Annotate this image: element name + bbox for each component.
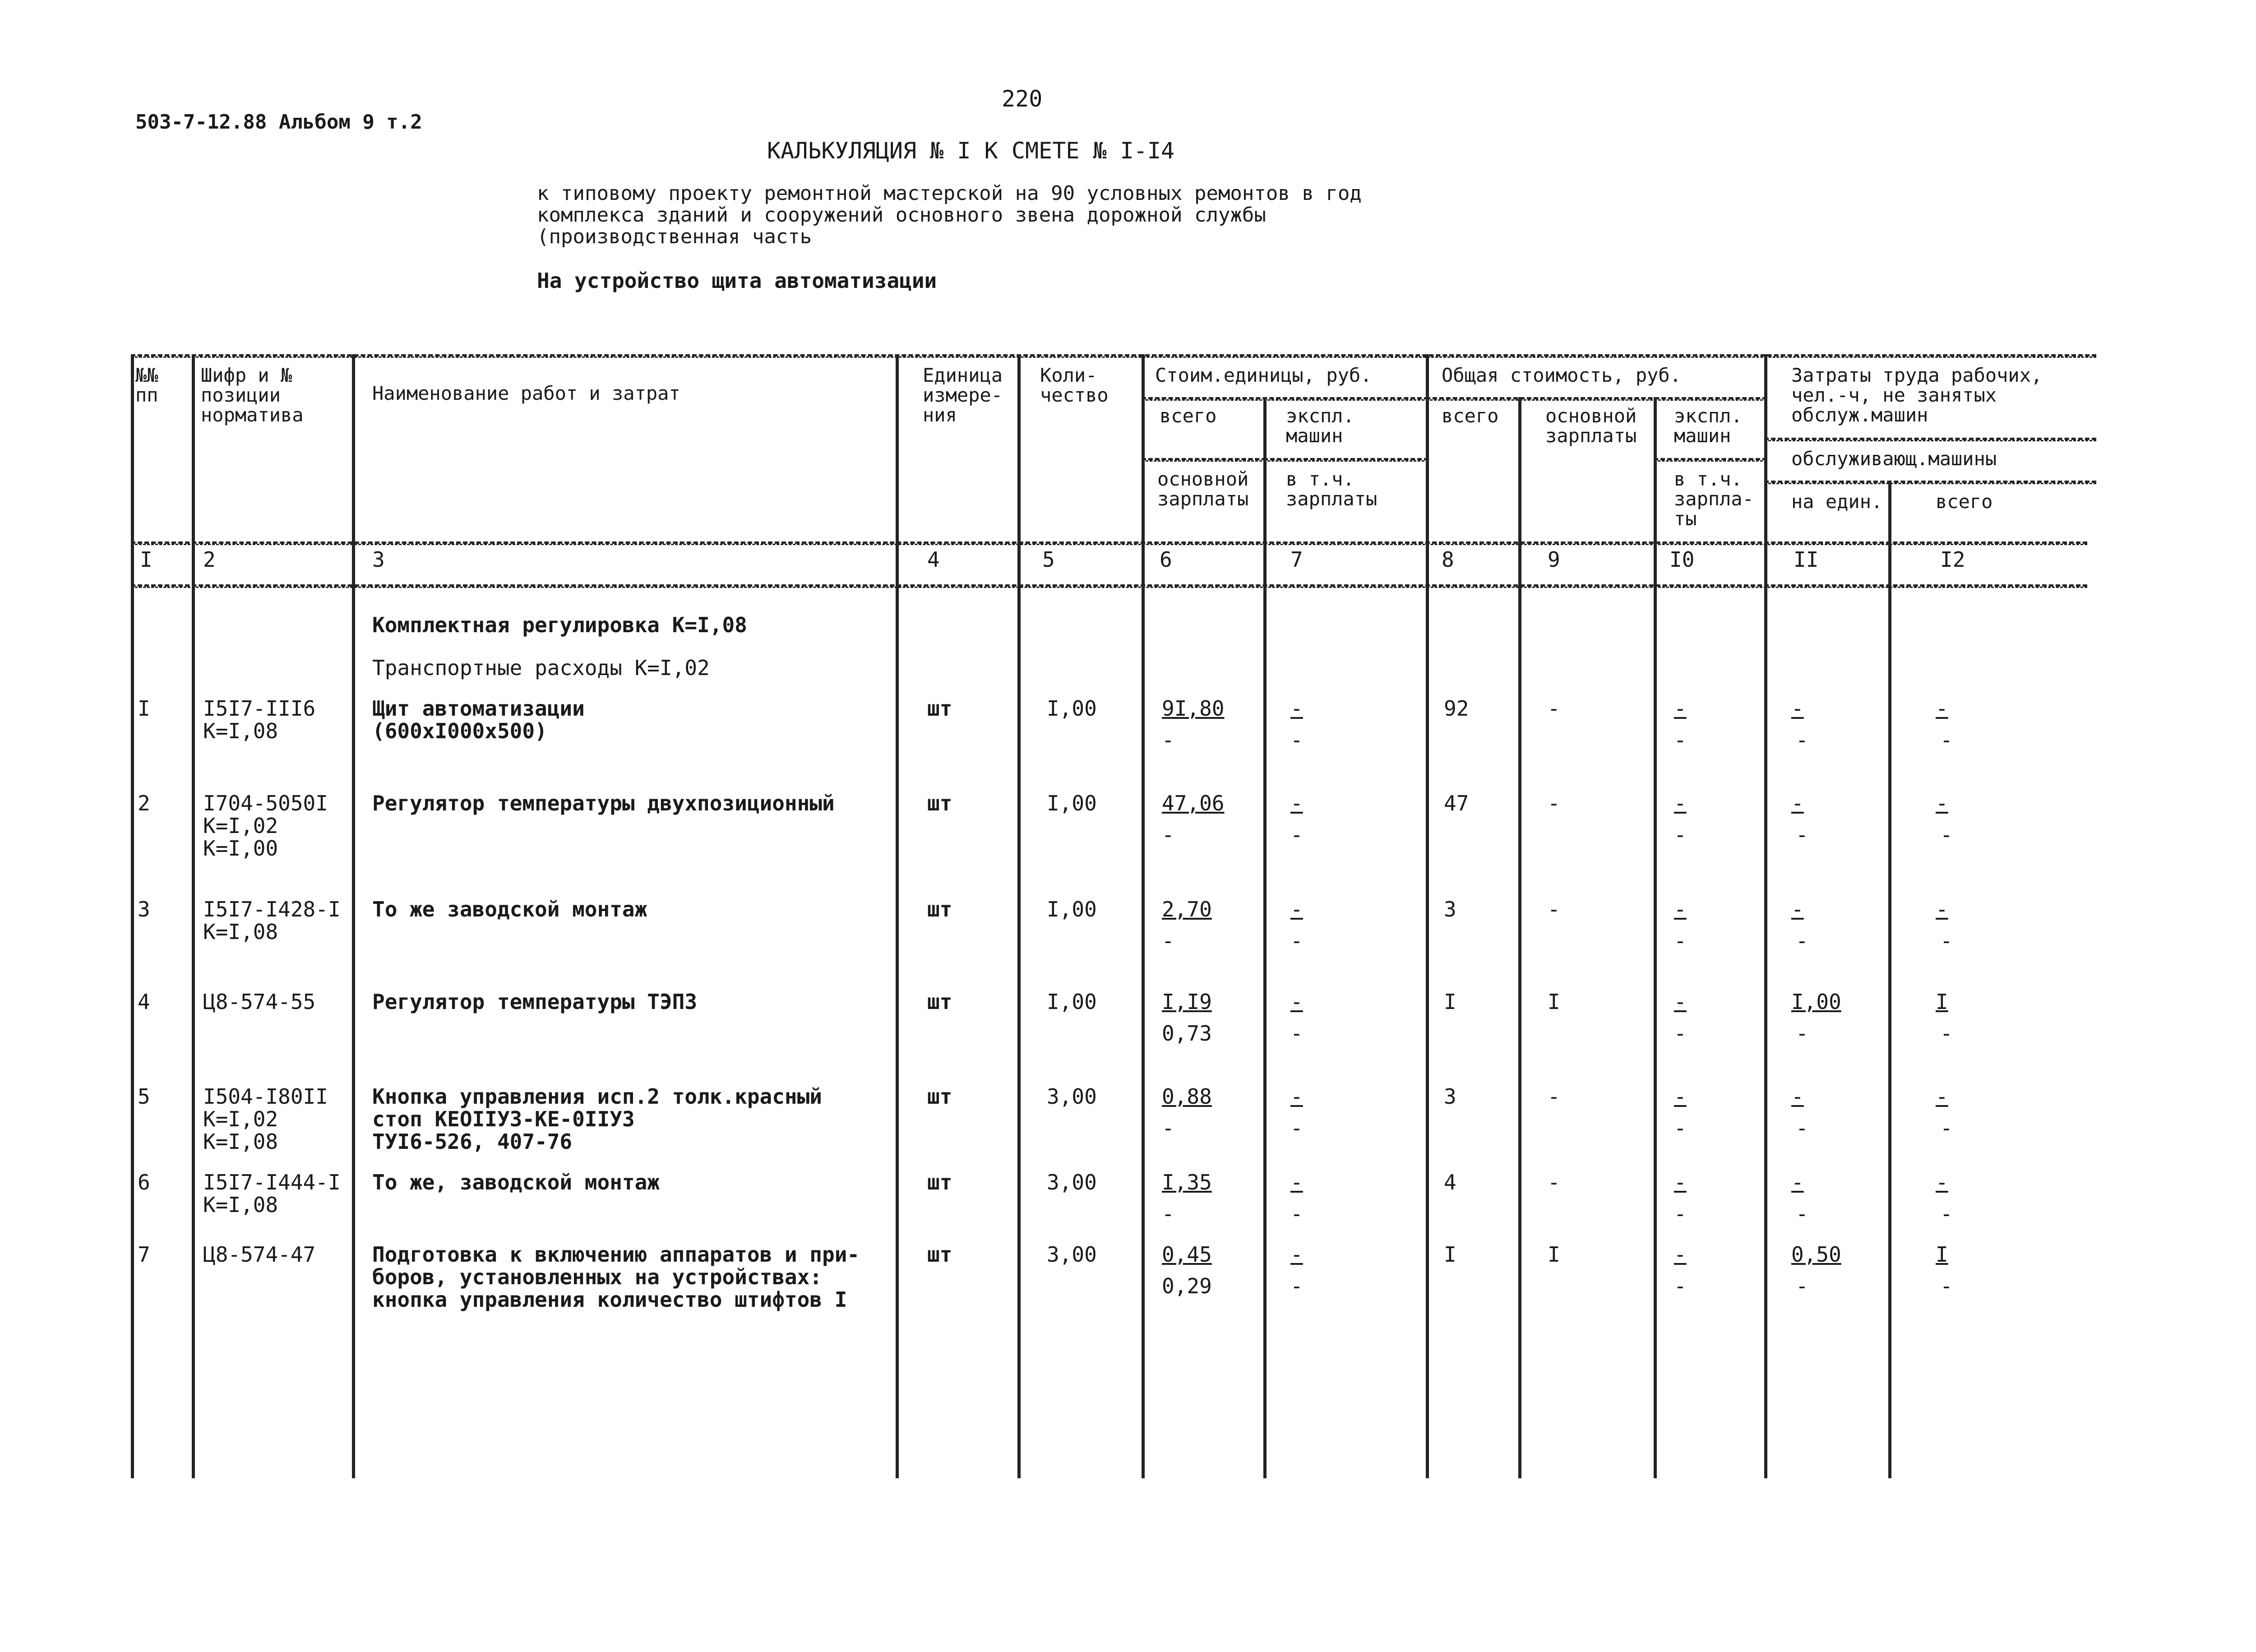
row-unit: шт: [927, 696, 952, 721]
header-unit: Единица измере- ния: [923, 364, 1003, 426]
row-unit-cost: 47,06: [1162, 791, 1225, 815]
row-unit-base-salary: -: [1162, 1202, 1174, 1226]
row-unit-machine: -: [1290, 1242, 1303, 1267]
header-code: Шифр и № позиции норматива: [201, 364, 304, 426]
row-total-cost: 4: [1444, 1170, 1456, 1194]
row-unit: шт: [927, 1084, 952, 1109]
row-quantity: 3,00: [1047, 1084, 1097, 1109]
row-total-cost: 3: [1444, 897, 1456, 921]
row-quantity: I,00: [1047, 897, 1097, 921]
column-number: II: [1794, 547, 1819, 572]
row-total-machine: -: [1674, 990, 1687, 1014]
labor-subrule2: [1764, 481, 2096, 484]
row-unit-base-salary: 0,73: [1162, 1021, 1212, 1046]
row-total-cost: I: [1444, 1242, 1456, 1267]
row-unit: шт: [927, 1242, 952, 1267]
section-heading: На устройство щита автоматизации: [537, 268, 937, 293]
column-divider: [1654, 397, 1657, 1478]
row-quantity: I,00: [1047, 696, 1097, 721]
column-divider: [352, 354, 355, 1478]
row-code: Ц8-574-47: [203, 1242, 316, 1267]
total-machine-subrule: [1654, 458, 1767, 462]
row-total-incl-salary: -: [1674, 728, 1687, 752]
row-total-incl-salary: -: [1674, 1274, 1687, 1298]
row-name: Регулятор температуры ТЭП3: [372, 990, 698, 1014]
row-total-salary: I: [1548, 1242, 1560, 1267]
row-unit-machine: -: [1290, 897, 1303, 921]
row-unit-incl-salary: -: [1290, 728, 1303, 752]
row-code: I504-I80II К=I,02 К=I,08: [203, 1084, 328, 1154]
row-labor-total: I: [1936, 990, 1948, 1014]
row-name: Кнопка управления исп.2 толк.красный стоп КЕОIIУ3-КЕ-0IIУ3 ТУI6-526, 407-76: [372, 1084, 822, 1154]
column-divider: [1426, 354, 1429, 1478]
row-total-incl-salary: -: [1674, 929, 1687, 953]
row-name: То же заводской монтаж: [372, 897, 647, 921]
row-quantity: I,00: [1047, 791, 1097, 815]
coefficient-line: Комплектная регулировка К=I,08: [372, 613, 747, 637]
header-unit-machine: экспл. машин: [1286, 405, 1355, 447]
row-number: 5: [138, 1084, 150, 1109]
header-total-incl-salary: в т.ч. зарпла- ты: [1674, 468, 1754, 530]
header-unit-incl-salary: в т.ч. зарплаты: [1286, 468, 1378, 510]
column-divider: [1518, 397, 1521, 1478]
unit-cost-subrule3: [1142, 458, 1266, 462]
row-quantity: I,00: [1047, 990, 1097, 1014]
row-total-cost: 92: [1444, 696, 1469, 721]
row-unit-cost: I,I9: [1162, 990, 1212, 1014]
subtitle: к типовому проекту ремонтной мастерской на 90 условных ремонтов в год комплекса зданий и сооружений основного звена дорожной службы (производственная часть: [537, 182, 1362, 248]
row-code: I5I7-III6 К=I,08: [203, 696, 316, 743]
row-total-salary: I: [1548, 990, 1560, 1014]
row-unit-base-salary: -: [1162, 929, 1174, 953]
row-total-cost: I: [1444, 990, 1456, 1014]
column-number: 5: [1042, 547, 1055, 572]
header-number: №№ пп: [135, 364, 158, 406]
row-unit-cost: I,35: [1162, 1170, 1212, 1194]
row-total-machine: -: [1674, 897, 1687, 921]
row-unit-machine: -: [1290, 696, 1303, 721]
row-number: 3: [138, 897, 150, 921]
total-cost-subrule: [1426, 397, 1767, 401]
row-total-machine: -: [1674, 1242, 1687, 1267]
header-total-base-salary: основной зарплаты: [1545, 405, 1637, 447]
column-divider: [1263, 397, 1267, 1478]
header-total-cost: Общая стоимость, руб.: [1442, 364, 1682, 386]
column-number: I0: [1669, 547, 1695, 572]
row-total-salary: -: [1548, 897, 1560, 921]
row-unit-incl-salary: -: [1290, 1202, 1303, 1226]
row-unit-base-salary: 0,29: [1162, 1274, 1212, 1298]
row-unit-base-salary: -: [1162, 728, 1174, 752]
row-total-incl-salary: -: [1674, 1202, 1687, 1226]
page-title: КАЛЬКУЛЯЦИЯ № I К СМЕТЕ № I-I4: [767, 138, 1175, 164]
row-unit: шт: [927, 990, 952, 1014]
row-total-salary: -: [1548, 791, 1560, 815]
row-labor-total: -: [1936, 1170, 1948, 1194]
row-total-incl-salary: -: [1674, 823, 1687, 847]
row-total-machine: -: [1674, 1084, 1687, 1109]
column-divider: [896, 354, 899, 1478]
header-labor-total: всего: [1936, 491, 1993, 513]
row-labor-total-service: -: [1940, 1202, 1953, 1226]
row-number: 2: [138, 791, 150, 815]
row-unit-machine: -: [1290, 1170, 1303, 1194]
row-unit-incl-salary: -: [1290, 1116, 1303, 1140]
column-number: 3: [372, 547, 385, 572]
column-divider: [131, 354, 134, 1478]
header-unit-total: всего: [1160, 405, 1217, 427]
row-labor-per-unit: -: [1791, 1084, 1804, 1109]
row-labor-per-unit: I,00: [1791, 990, 1841, 1014]
row-unit-incl-salary: -: [1290, 1274, 1303, 1298]
row-unit: шт: [927, 1170, 952, 1194]
header-unit-cost: Стоим.единицы, руб.: [1155, 364, 1372, 386]
row-unit-incl-salary: -: [1290, 823, 1303, 847]
row-labor-per-unit: 0,50: [1791, 1242, 1841, 1267]
row-unit-machine: -: [1290, 990, 1303, 1014]
row-labor-total: -: [1936, 897, 1948, 921]
labor-subrule: [1764, 438, 2096, 441]
row-labor-total-service: -: [1940, 1021, 1953, 1046]
row-labor-per-unit: -: [1791, 696, 1804, 721]
row-unit-cost: 0,88: [1162, 1084, 1212, 1109]
row-labor-per-unit-service: -: [1796, 728, 1808, 752]
row-code: Ц8-574-55: [203, 990, 316, 1014]
row-unit-cost: 0,45: [1162, 1242, 1212, 1267]
column-number: 7: [1290, 547, 1303, 572]
row-quantity: 3,00: [1047, 1170, 1097, 1194]
header-labor: Затраты труда рабочих, чел.-ч, не занятых обслуж.машин: [1791, 364, 2043, 426]
row-labor-total-service: -: [1940, 929, 1953, 953]
column-number: 2: [203, 547, 216, 572]
header-unit-base-salary: основной зарплаты: [1157, 468, 1249, 510]
header-labor-per-unit: на един.: [1791, 491, 1883, 513]
row-labor-total: -: [1936, 1084, 1948, 1109]
row-labor-total: -: [1936, 696, 1948, 721]
row-number: 7: [138, 1242, 150, 1267]
row-unit-base-salary: -: [1162, 823, 1174, 847]
row-labor-total: -: [1936, 791, 1948, 815]
row-labor-per-unit-service: -: [1796, 1116, 1808, 1140]
row-total-machine: -: [1674, 791, 1687, 815]
row-code: I704-5050I К=I,02 К=I,00: [203, 791, 328, 861]
row-name: То же, заводской монтаж: [372, 1170, 660, 1194]
row-labor-per-unit: -: [1791, 791, 1804, 815]
row-code: I5I7-I428-I К=I,08: [203, 897, 341, 944]
row-labor-total-service: -: [1940, 1274, 1953, 1298]
row-unit-incl-salary: -: [1290, 929, 1303, 953]
column-divider: [1017, 354, 1021, 1478]
column-divider: [1888, 481, 1891, 1478]
row-unit-base-salary: -: [1162, 1116, 1174, 1140]
header-quantity: Коли- чество: [1040, 364, 1109, 406]
table-top-rule: [131, 354, 2096, 358]
column-numbers-rule: [131, 584, 2087, 588]
header-total-all: всего: [1442, 405, 1499, 427]
row-unit: шт: [927, 897, 952, 921]
row-name: Регулятор температуры двухпозиционный: [372, 791, 835, 815]
row-quantity: 3,00: [1047, 1242, 1097, 1267]
row-labor-per-unit-service: -: [1796, 823, 1808, 847]
row-labor-per-unit-service: -: [1796, 1021, 1808, 1046]
row-labor-per-unit-service: -: [1796, 1202, 1808, 1226]
row-unit-machine: -: [1290, 791, 1303, 815]
row-unit-incl-salary: -: [1290, 1021, 1303, 1046]
column-number: I: [140, 547, 153, 572]
column-divider: [1142, 354, 1145, 1478]
column-number: 9: [1548, 547, 1560, 572]
document-code: 503-7-12.88 Альбом 9 т.2: [135, 111, 422, 134]
row-total-cost: 3: [1444, 1084, 1456, 1109]
row-labor-total-service: -: [1940, 823, 1953, 847]
row-total-incl-salary: -: [1674, 1116, 1687, 1140]
header-total-machine: экспл. машин: [1674, 405, 1743, 447]
row-labor-per-unit-service: -: [1796, 1274, 1808, 1298]
row-labor-per-unit: -: [1791, 897, 1804, 921]
row-unit-cost: 9I,80: [1162, 696, 1225, 721]
row-labor-per-unit-service: -: [1796, 929, 1808, 953]
header-name: Наименование работ и затрат: [372, 382, 680, 404]
header-bottom-rule: [131, 541, 2087, 545]
column-number: 8: [1442, 547, 1454, 572]
row-total-machine: -: [1674, 1170, 1687, 1194]
row-code: I5I7-I444-I К=I,08: [203, 1170, 341, 1217]
column-divider: [192, 354, 195, 1478]
row-number: 4: [138, 990, 150, 1014]
row-unit-machine: -: [1290, 1084, 1303, 1109]
page-number: 220: [1002, 86, 1043, 112]
row-name: Подготовка к включению аппаратов и при- боров, установленных на устройствах: кнопка управления количество штифтов I: [372, 1242, 860, 1312]
row-name: Щит автоматизации (600хI000х500): [372, 696, 585, 743]
column-number: 6: [1160, 547, 1172, 572]
row-labor-per-unit: -: [1791, 1170, 1804, 1194]
row-labor-total-service: -: [1940, 728, 1953, 752]
row-total-salary: -: [1548, 1170, 1560, 1194]
row-unit: шт: [927, 791, 952, 815]
row-total-incl-salary: -: [1674, 1021, 1687, 1046]
coefficient-line: Транспортные расходы К=I,02: [372, 656, 710, 680]
header-labor-service: обслуживающ.машины: [1791, 448, 1997, 470]
row-number: I: [138, 696, 150, 721]
row-labor-total: I: [1936, 1242, 1948, 1267]
row-total-machine: -: [1674, 696, 1687, 721]
row-unit-cost: 2,70: [1162, 897, 1212, 921]
column-number: 4: [927, 547, 940, 572]
row-total-cost: 47: [1444, 791, 1469, 815]
row-labor-total-service: -: [1940, 1116, 1953, 1140]
unit-cost-subrule: [1142, 397, 1428, 401]
row-total-salary: -: [1548, 696, 1560, 721]
row-number: 6: [138, 1170, 150, 1194]
column-divider: [1764, 354, 1767, 1478]
column-number: I2: [1940, 547, 1965, 572]
unit-cost-subrule2: [1263, 458, 1428, 462]
row-total-salary: -: [1548, 1084, 1560, 1109]
